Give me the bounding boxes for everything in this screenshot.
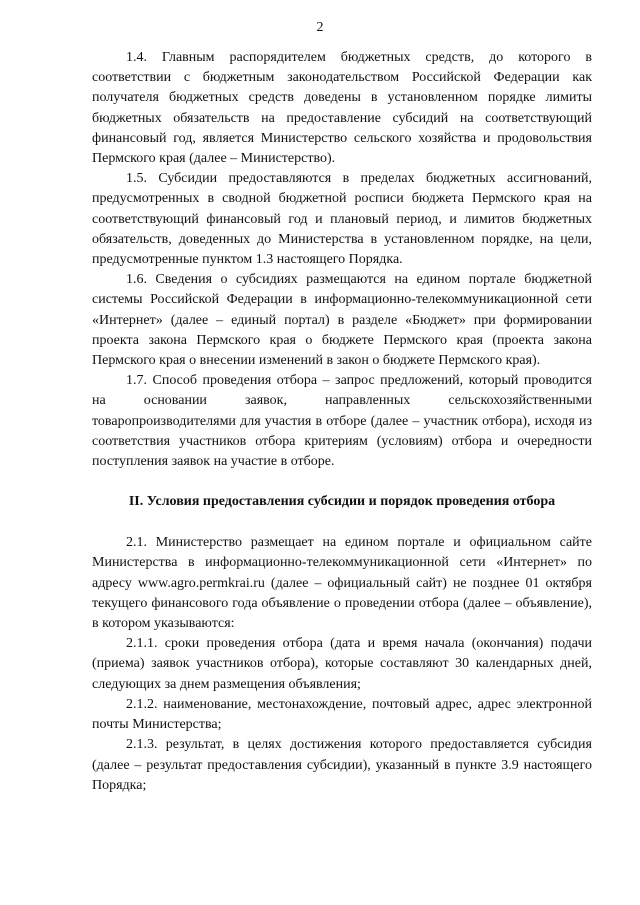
paragraph-2-1-3: 2.1.3. результат, в целях достижения которого предоставляется субсидия (далее – результат предоставления субсидии), указанный в пункте 3.9 настоящего Порядка; xyxy=(92,737,592,793)
document-body xyxy=(92,48,592,796)
paragraph-2-1-1: 2.1.1. сроки проведения отбора (дата и время начала (окончания) подачи (приема) заявок участников отбора), которые составляют 30 календарных дней, следующих за днем размещения объявления; xyxy=(92,636,592,692)
paragraph-1-5: 1.5. Субсидии предоставляются в пределах бюджетных ассигнований, предусмотренных в сводной бюджетной росписи бюджета Пермского края на соответствующий финансовый год и плановый период, и лимитов бюджетных обязательств, доведенных до Министерства в установленном порядке, на цели, предусмотренные пунктом 1.3 настоящего Порядка. xyxy=(92,171,592,268)
paragraph-1-4: 1.4. Главным распорядителем бюджетных средств, до которого в соответствии с бюджетным законодательством Российской Федерации как получателя бюджетных средств доведены в установленном порядке лимиты бюджетных обязательств на предоставление субсидий на соответствующий финансовый год, является Министерство сельского хозяйства и продовольствия Пермского края (далее – Министерство). xyxy=(92,50,592,167)
paragraph-1-6: 1.6. Сведения о субсидиях размещаются на едином портале бюджетной системы Российской Федерации в информационно-телекоммуникационной сети «Интернет» (далее – единый портал) в разделе «Бюджет» при формировании проекта закона Пермского края о бюджете Пермского края (проекта закона Пермского края о внесении изменений в закон о бюджете Пермского края). xyxy=(92,272,592,369)
page-number: 2 xyxy=(316,20,324,35)
paragraph-2-1-2: 2.1.2. наименование, местонахождение, почтовый адрес, адрес электронной почты Министерства; xyxy=(92,696,592,733)
paragraph-1-7: 1.7. Способ проведения отбора – запрос предложений, который проводится на основании заявок, направленных сельскохозяйственными товаропроизводителями для участия в отборе (далее – участник отбора), исходя из соответствия участников отбора критериям (условиям) отбора и очередности поступления заявок на участие в отборе. xyxy=(92,373,592,470)
section-heading: II. Условия предоставления субсидии и порядок проведения отбора xyxy=(128,494,556,510)
paragraph-2-1: 2.1. Министерство размещает на едином портале и официальном сайте Министерства в информационно-телекоммуникационной сети «Интернет» по адресу www.agro.permkrai.ru (далее – официальный сайт) не позднее 01 октября текущего финансового года объявление о проведении отбора (далее – объявление), в котором указываются: xyxy=(92,535,592,632)
